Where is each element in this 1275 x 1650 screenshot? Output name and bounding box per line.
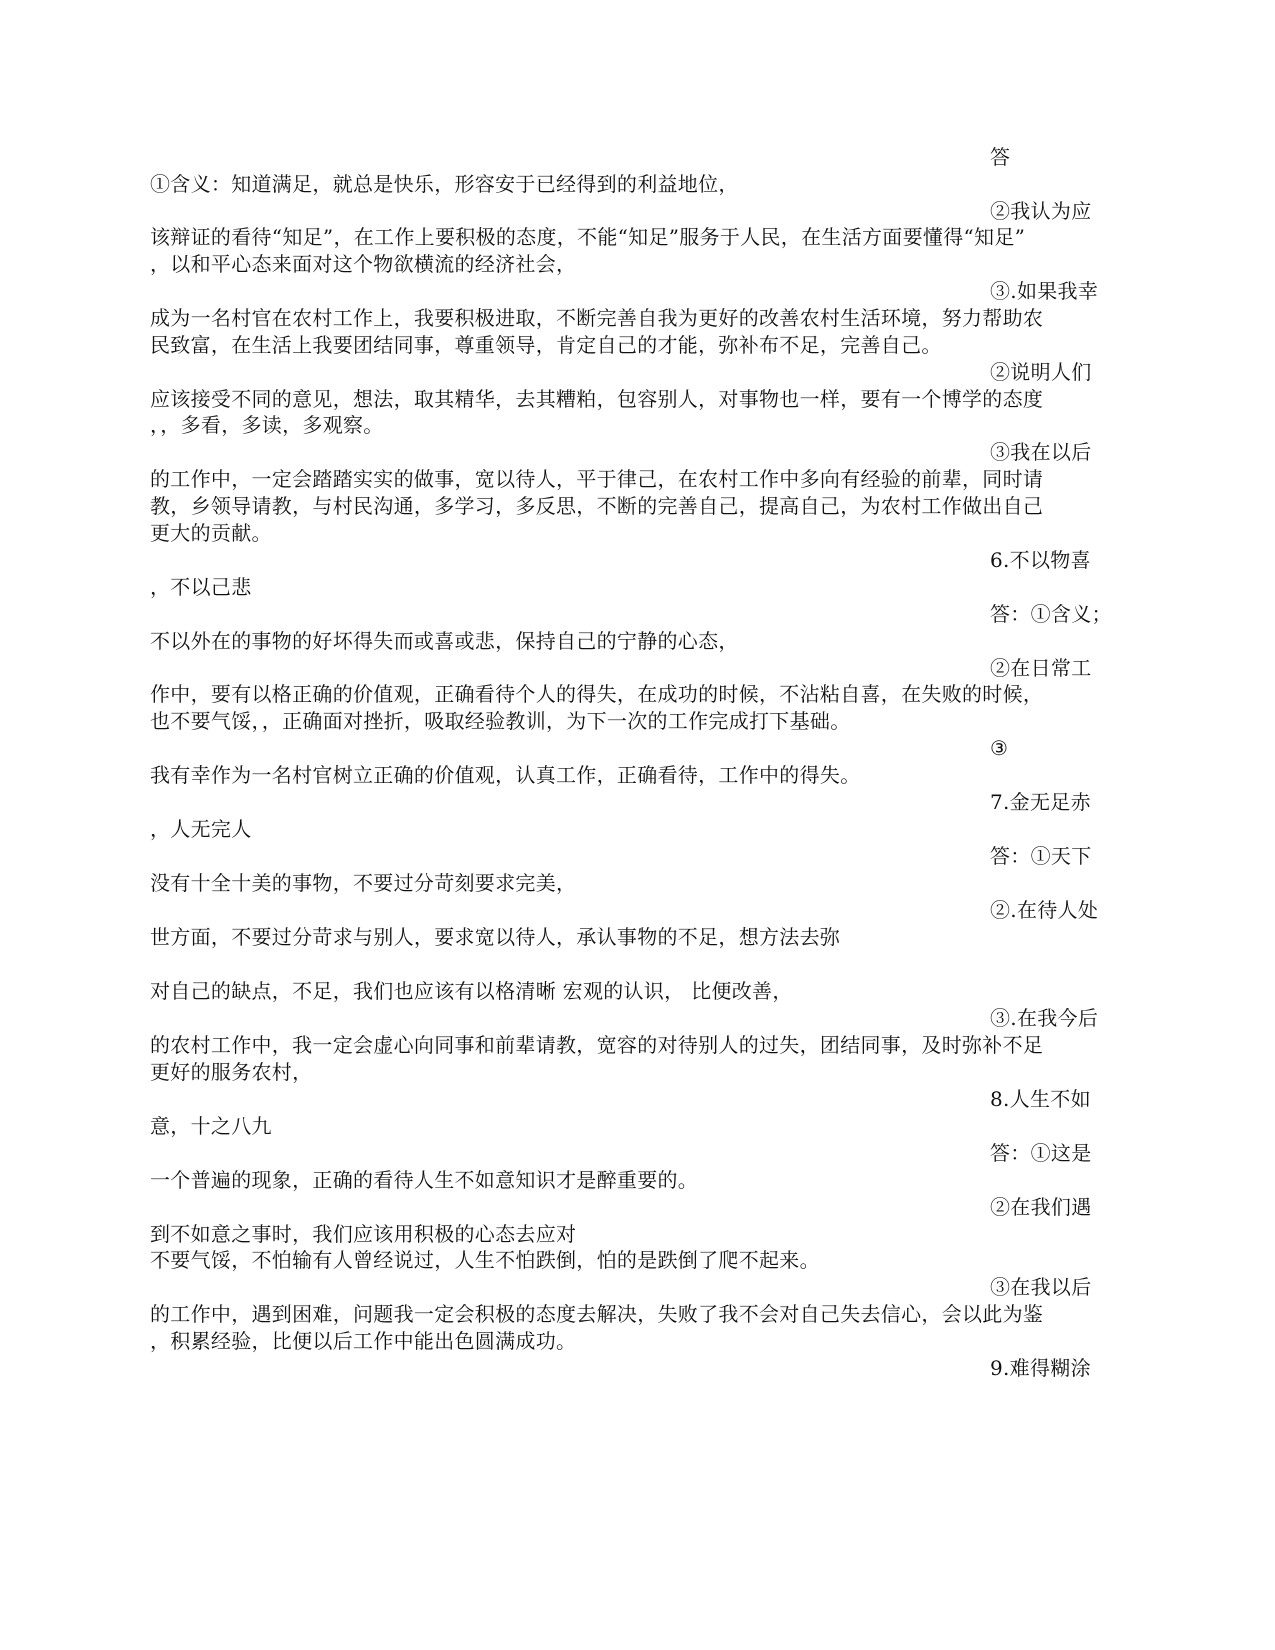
text-line: 意，十之八九 <box>150 1114 272 1138</box>
text-line: 不要气馁，不怕输有人曾经说过，人生不怕跌倒，怕的是跌倒了爬不起来。 <box>150 1248 820 1272</box>
text-line: 答：①含义； <box>990 602 1112 626</box>
text-line: 成为一名村官在农村工作上，我要积极进取，不断完善自我为更好的改善农村生活环境，努力帮助农 <box>150 306 1044 330</box>
text-line: 7.金无足赤 <box>990 790 1091 814</box>
text-line: 应该接受不同的意见，想法，取其精华，去其糟粕，包容别人，对事物也一样，要有一个博学的态度 <box>150 387 1044 411</box>
text-line: 对自己的缺点，不足，我们也应该有以格清晰 宏观的认识， 比便改善， <box>150 979 793 1003</box>
text-line: ③我在以后 <box>990 440 1092 464</box>
text-line: ，积累经验，比便以后工作中能出色圆满成功。 <box>150 1329 577 1353</box>
text-line: ③.如果我幸 <box>990 279 1099 303</box>
text-line: 民致富，在生活上我要团结同事，尊重领导，肯定自己的才能，弥补布不足，完善自己。 <box>150 333 942 357</box>
text-line: 也不要气馁，，正确面对挫折，吸取经验教训，为下一次的工作完成打下基础。 <box>150 709 851 733</box>
text-line: ③ <box>990 736 1009 760</box>
text-line: ②.在待人处 <box>990 898 1099 922</box>
text-line: ②在我们遇 <box>990 1195 1092 1219</box>
text-line: 不以外在的事物的好坏得失而或喜或悲，保持自己的宁静的心态， <box>150 629 739 653</box>
text-line: 到不如意之事时，我们应该用积极的心态去应对 <box>150 1222 577 1246</box>
text-line: 答：①天下 <box>990 844 1092 868</box>
text-line: 答 <box>990 145 1011 169</box>
text-line: ③在我以后 <box>990 1275 1092 1299</box>
text-line: 没有十全十美的事物，不要过分苛刻要求完美， <box>150 871 577 895</box>
text-line: ②在日常工 <box>990 656 1092 680</box>
text-line: ③.在我今后 <box>990 1006 1099 1030</box>
text-line: 作中，要有以格正确的价值观，正确看待个人的得失，在成功的时候，不沾粘自喜，在失败的时候， <box>150 682 1044 706</box>
text-line: 9.难得糊涂 <box>990 1356 1091 1380</box>
text-line: 我有幸作为一名村官树立正确的价值观，认真工作，正确看待，工作中的得失。 <box>150 763 861 787</box>
text-line: ，人无完人 <box>150 817 252 841</box>
text-line: 一个普遍的现象，正确的看待人生不如意知识才是醉重要的。 <box>150 1168 699 1192</box>
text-line: 更好的服务农村， <box>150 1060 313 1084</box>
text-line: 的农村工作中，我一定会虚心向同事和前辈请教，宽容的对待别人的过失，团结同事，及时弥补不足 <box>150 1033 1044 1057</box>
text-line: 教，乡领导请教，与村民沟通，多学习，多反思，不断的完善自己，提高自己，为农村工作做出自己 <box>150 494 1044 518</box>
text-line: ，，多看，多读，多观察。 <box>150 413 384 437</box>
text-line: ，不以己悲 <box>150 575 252 599</box>
text-line: 6.不以物喜 <box>990 548 1091 572</box>
text-line: ①含义：知道满足，就总是快乐，形容安于已经得到的利益地位， <box>150 172 739 196</box>
text-line: 更大的贡献。 <box>150 521 272 545</box>
text-line: 的工作中，遇到困难，问题我一定会积极的态度去解决，失败了我不会对自己失去信心，会以此为鉴 <box>150 1302 1044 1326</box>
text-line: 的工作中，一定会踏踏实实的做事，宽以待人，平于律己，在农村工作中多向有经验的前辈，同时请 <box>150 467 1044 491</box>
text-line: 世方面，不要过分苛求与别人，要求宽以待人，承认事物的不足，想方法去弥 <box>150 925 841 949</box>
text-line: ，以和平心态来面对这个物欲横流的经济社会， <box>150 252 577 276</box>
text-line: 答：①这是 <box>990 1141 1092 1165</box>
text-line: 该辩证的看待“知足”，在工作上要积极的态度，不能“知足”服务于人民，在生活方面要懂得“知足” <box>150 225 1026 249</box>
text-line: ②我认为应 <box>990 199 1092 223</box>
text-line: ②说明人们 <box>990 360 1092 384</box>
text-line: 8.人生不如 <box>990 1087 1091 1111</box>
